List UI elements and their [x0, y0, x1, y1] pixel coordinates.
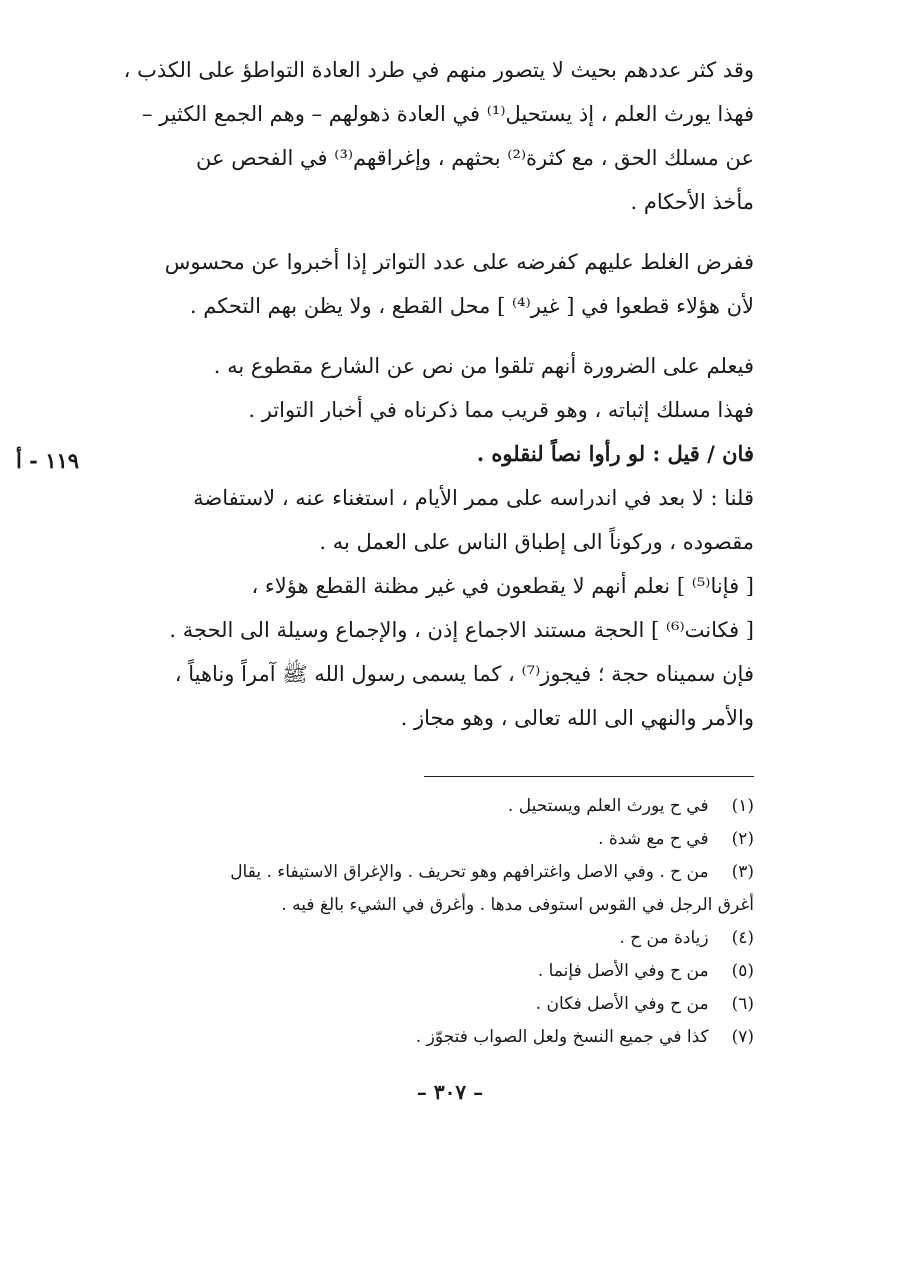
footnote-4: [112, 922, 754, 955]
footnote-number: (٧): [731, 1027, 754, 1047]
footnote-number: (١): [731, 796, 754, 816]
text-line: لأن هؤلاء قطعوا في [ غير⁽⁴⁾ ] محل القطع ، ولا يظن بهم التحكم .: [189, 294, 754, 318]
footnote-1: [112, 790, 754, 823]
text-line: [ فإنا⁽⁵⁾ ] نعلم أنهم لا يقطعون في غير مظنة القطع هؤلاء ،: [251, 574, 754, 598]
text-line: وقد كثر عددهم بحيث لا يتصور منهم في طرد العادة التواطؤ على الكذب ،: [123, 58, 754, 82]
text-line: فهذا مسلك إثباته ، وهو قريب مما ذكرناه في أخبار التواتر .: [248, 398, 754, 422]
footnote-text: في ح مع شدة .: [598, 829, 709, 849]
margin-folio-note: ١١٩ - أ: [16, 448, 80, 473]
paragraph-3: [112, 344, 754, 740]
paragraph-1: [112, 48, 754, 224]
text-line: مأخذ الأحكام .: [630, 190, 754, 214]
footnote-6: [112, 988, 754, 1021]
main-text: [112, 48, 754, 750]
text-line: عن مسلك الحق ، مع كثرة⁽²⁾ بحثهم ، وإغراقهم⁽³⁾ في الفحص عن: [196, 146, 754, 170]
footnote-text: كذا في جميع النسخ ولعل الصواب فتجوّز .: [415, 1027, 709, 1047]
footnote-7: [112, 1021, 754, 1054]
footnote-5: [112, 955, 754, 988]
footnote-number: (٣): [731, 862, 754, 882]
footnote-number: (٥): [731, 961, 754, 981]
footnote-text: في ح يورث العلم ويستحيل .: [507, 796, 709, 816]
footnote-3: [112, 856, 754, 889]
text-line: فان / قيل : لو رأوا نصاً لنقلوه .: [476, 441, 754, 466]
footnote-text: من ح . وفي الاصل واغترافهم وهو تحريف . والإغراق الاستيفاء . يقال: [230, 862, 709, 882]
text-line: فإن سميناه حجة ؛ فيجوز⁽⁷⁾ ، كما يسمى رسول الله ﷺ آمراً وناهياً ،: [174, 662, 754, 686]
footnote-text: من ح وفي الأصل فإنما .: [537, 961, 709, 981]
text-line: قلنا : لا بعد في اندراسه على ممر الأيام ، استغناء عنه ، لاستفاضة: [193, 486, 754, 510]
footnote-text: من ح وفي الأصل فكان .: [535, 994, 709, 1014]
page-number: – ٣٠٧ –: [416, 1080, 484, 1104]
text-line: والأمر والنهي الى الله تعالى ، وهو مجاز .: [400, 706, 754, 730]
text-line: ففرض الغلط عليهم كفرضه على عدد التواتر إذا أخبروا عن محسوس: [164, 250, 754, 274]
footnote-text: زيادة من ح .: [619, 928, 709, 948]
text-line: مقصوده ، وركوناً الى إطباق الناس على العمل به .: [319, 530, 754, 554]
footnote-2: [112, 823, 754, 856]
footnote-number: (٦): [731, 994, 754, 1014]
text-line: فهذا يورث العلم ، إذ يستحيل⁽¹⁾ في العادة ذهولهم – وهم الجمع الكثير –: [141, 102, 754, 126]
text-line: فيعلم على الضرورة أنهم تلقوا من نص عن الشارع مقطوع به .: [213, 354, 754, 378]
footnotes: [112, 790, 754, 1054]
footnote-divider: [424, 776, 754, 777]
text-line: [ فكانت⁽⁶⁾ ] الحجة مستند الاجماع إذن ، والإجماع وسيلة الى الحجة .: [169, 618, 754, 642]
footnote-number: (٢): [731, 829, 754, 849]
paragraph-2: [112, 240, 754, 328]
footnote-number: (٤): [731, 928, 754, 948]
footnote-3-continuation: أغرق الرجل في القوس استوفى مدها . وأغرق في الشيء بالغ فيه .: [281, 895, 754, 915]
